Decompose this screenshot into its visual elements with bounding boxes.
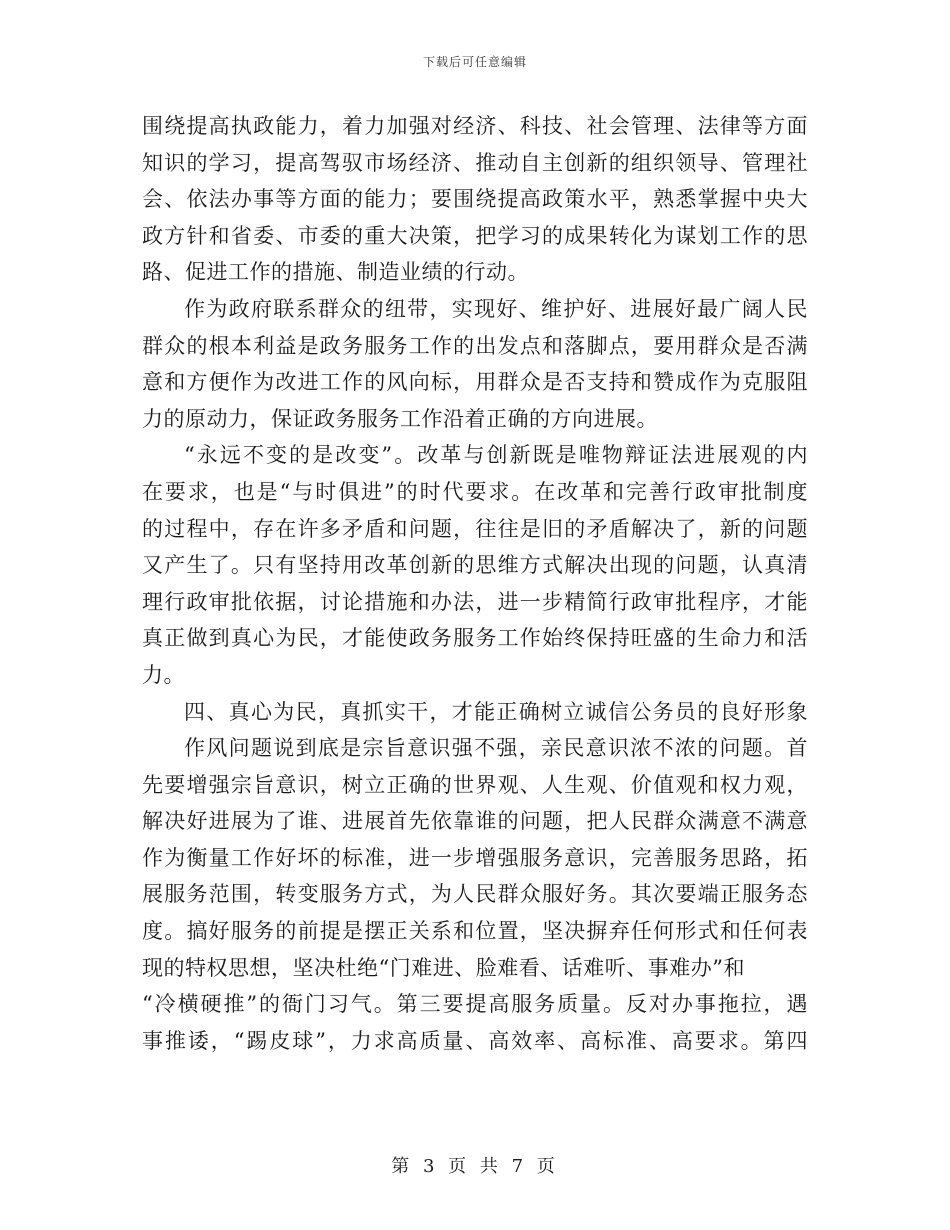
text-line: 政方针和省委、市委的重大决策，把学习的成果转化为谋划工作的思 (142, 223, 808, 248)
text-line: 路、促进工作的措施、制造业绩的行动。 (142, 260, 529, 285)
text-line: 群众的根本利益是政务服务工作的出发点和落脚点，要用群众是否满 (142, 333, 808, 358)
text-line: 在要求，也是“与时俱进”的时代要求。在改革和完善行政审批制度 (142, 479, 808, 504)
text-line: 知识的学习，提高驾驭市场经济、推动自主创新的组织领导、管理社 (142, 150, 808, 175)
text-line: 真正做到真心为民，才能使政务服务工作始终保持旺盛的生命力和活 (142, 626, 808, 651)
text-line: 力。 (142, 662, 185, 687)
text-line: “冷横硬推”的衙门习气。第三要提高服务质量。反对办事拖拉，遇 (142, 992, 808, 1017)
text-line: 先要增强宗旨意识，树立正确的世界观、人生观、价值观和权力观， (142, 772, 808, 797)
text-line: 又产生了。只有坚持用改革创新的思维方式解决出现的问题，认真清 (142, 553, 808, 578)
page-number: 第 3 页 共 7 页 (391, 1156, 559, 1177)
text-line: 现的特权思想，坚决杜绝“门难进、脸难看、话难听、事难办”和 (142, 955, 745, 980)
page-header-note: 下载后可任意编辑 (422, 55, 527, 69)
text-line: 解决好进展为了谁、进展首先依靠谁的问题，把人民群众满意不满意 (142, 809, 808, 834)
document-body (142, 108, 808, 1059)
text-line: 力的原动力，保证政务服务工作沿着正确的方向进展。 (142, 406, 658, 431)
text-line: 围绕提高执政能力，着力加强对经济、科技、社会管理、法律等方面 (142, 114, 808, 138)
text-line: 作为政府联系群众的纽带，实现好、维护好、进展好最广阔人民 (184, 296, 808, 321)
text-line: 理行政审批依据，讨论措施和办法，进一步精简行政审批程序，才能 (142, 589, 808, 614)
text-line: 作风问题说到底是宗旨意识强不强，亲民意识浓不浓的问题。首 (184, 736, 808, 761)
text-line: 四、真心为民，真抓实干，才能正确树立诚信公务员的良好形象 (184, 699, 808, 724)
text-line: 展服务范围，转变服务方式，为人民群众服好务。其次要端正服务态 (142, 882, 808, 907)
text-line: 意和方便作为改进工作的风向标，用群众是否支持和赞成作为克服阻 (142, 370, 808, 395)
text-line: 度。搞好服务的前提是摆正关系和位置，坚决摒弃任何形式和任何表 (142, 919, 808, 944)
text-line: 的过程中，存在许多矛盾和问题，往往是旧的矛盾解决了，新的问题 (142, 516, 808, 541)
text-line: 事推诿，“踢皮球”，力求高质量、高效率、高标准、高要求。第四 (142, 1028, 808, 1053)
text-line: “永远不变的是改变”。改革与创新既是唯物辩证法进展观的内 (184, 443, 808, 468)
text-line: 会、依法办事等方面的能力；要围绕提高政策水平，熟悉掌握中央大 (142, 187, 808, 212)
text-line: 作为衡量工作好坏的标准，进一步增强服务意识，完善服务思路，拓 (142, 845, 808, 870)
